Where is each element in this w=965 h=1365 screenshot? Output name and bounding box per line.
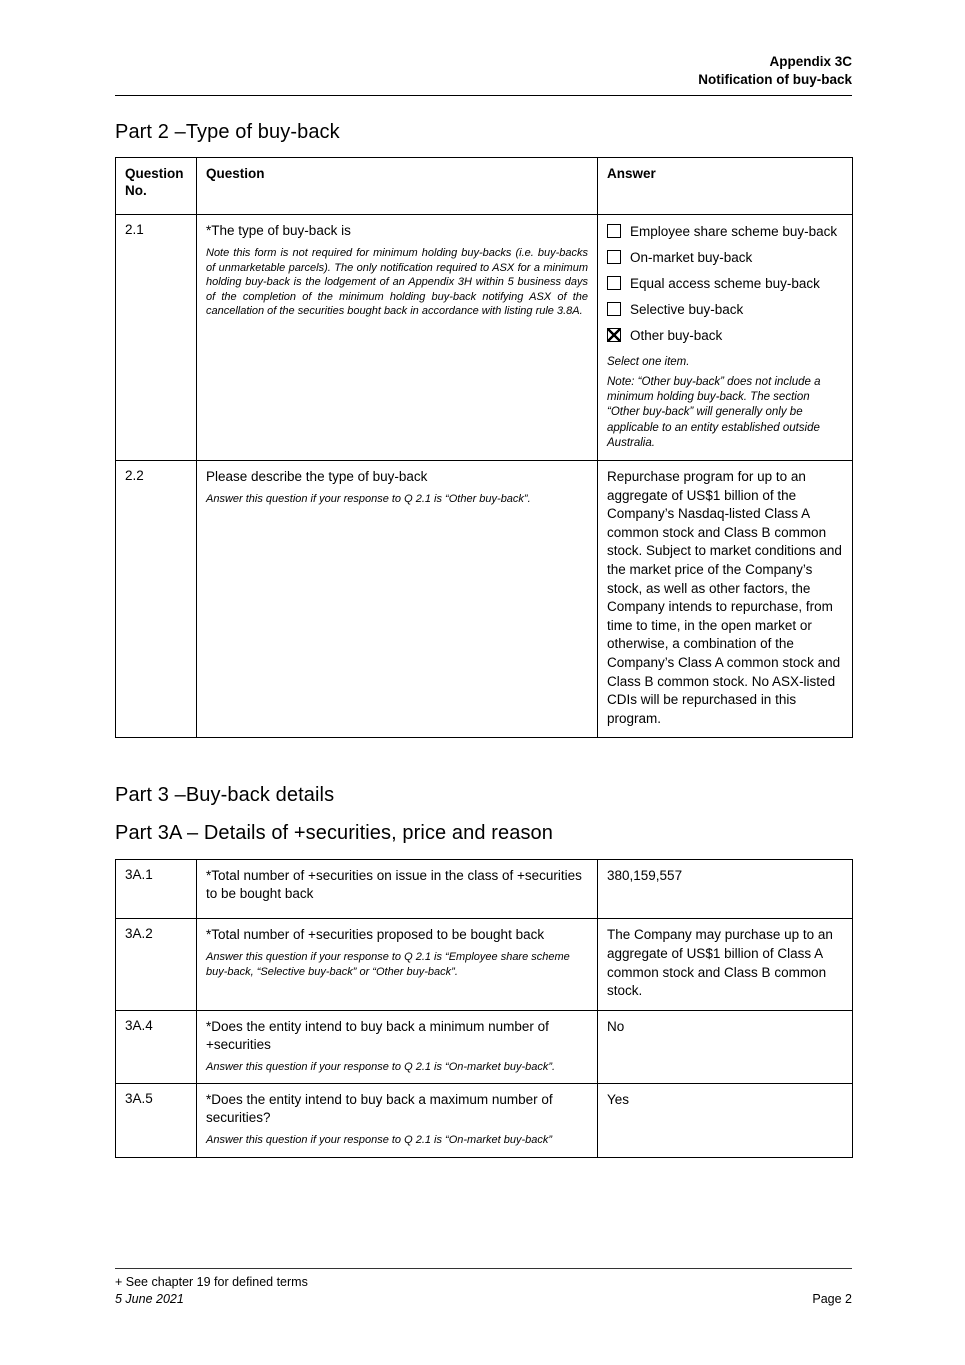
option-equal-access[interactable] <box>607 274 843 293</box>
question-note: Note this form is not required for minimum holding buy-backs (i.e. buy-backs of unmarketable parcels). The only notification required to ASX for a minimum holding buy-back is the lodgement of an Appendix 3H within 5 business days of the completion of the minimum holding buy-back notifying ASX of the cancellation of the securities bought back in accordance with listing rule 3.8A. <box>206 247 588 318</box>
page-footer <box>115 1268 852 1308</box>
option-employee-share-scheme[interactable] <box>607 222 843 241</box>
question-text: *The type of buy-back is <box>206 223 351 238</box>
checkbox-unchecked-icon[interactable] <box>607 224 621 238</box>
answer-cell <box>598 461 853 738</box>
table-header-row <box>116 158 853 215</box>
answer-text: 380,159,557 <box>607 868 683 884</box>
question-text: *Total number of +securities on issue in the class of +securities to be bought back <box>206 868 582 902</box>
header-divider <box>115 95 852 96</box>
question-text: Please describe the type of buy-back <box>206 469 428 485</box>
option-on-market[interactable] <box>607 248 843 267</box>
question-cell <box>197 860 598 919</box>
defined-terms-note: + See chapter 19 for defined terms <box>115 1275 308 1289</box>
part3-title: Part 3 –Buy-back details <box>115 784 335 807</box>
question-note: Answer this question if your response to Q 2.1 is “Employee share scheme buy-back, “Selective buy-back” or “Other buy-back”. <box>206 951 570 978</box>
part2-table <box>115 157 853 738</box>
question-no-cell: 3A.2 <box>116 919 197 1010</box>
table-row-3a-5 <box>116 1084 853 1158</box>
appendix-title: Appendix 3C <box>769 54 852 69</box>
option-label: Equal access scheme buy-back <box>630 276 820 291</box>
footer-date: 5 June 2021 <box>115 1292 184 1306</box>
document-subtitle: Notification of buy-back <box>698 72 852 87</box>
answer-cell <box>598 215 853 461</box>
checkbox-unchecked-icon[interactable] <box>607 250 621 264</box>
question-note: Answer this question if your response to Q 2.1 is “Other buy-back”. <box>206 493 531 506</box>
answer-cell <box>598 1084 853 1158</box>
question-no-cell: 3A.4 <box>116 1010 197 1084</box>
question-text: *Does the entity intend to buy back a minimum number of +securities <box>206 1018 549 1052</box>
question-cell <box>197 215 598 461</box>
option-other[interactable] <box>607 326 843 345</box>
question-text: *Does the entity intend to buy back a maximum number of securities? <box>206 1092 553 1126</box>
answer-text: Repurchase program for up to an aggregate of US$1 billion of the Company’s Nasdaq-listed Class A common stock and Class B common stock. Subject to market conditions and the market price of the Company’s stock, as well as other factors, the Company intends to repurchase, from time to time, in the open market or otherwise, a combination of the Company’s Class A common stock and Class B common stock. No ASX-listed CDIs will be repurchased in this program. <box>607 469 842 726</box>
select-one-note: Select one item. <box>607 356 690 368</box>
table-row-3a-1 <box>116 860 853 919</box>
table-row-3a-2 <box>116 919 853 1010</box>
header-question: Question <box>197 158 598 215</box>
question-no-cell: 3A.1 <box>116 860 197 919</box>
page-number: Page 2 <box>812 1292 852 1306</box>
checkbox-unchecked-icon[interactable] <box>607 302 621 316</box>
answer-cell <box>598 860 853 919</box>
question-cell <box>197 919 598 1010</box>
question-note: Answer this question if your response to Q 2.1 is “On-market buy-back” <box>206 1134 553 1147</box>
question-no-cell: 2.2 <box>116 461 197 738</box>
checkbox-checked-icon[interactable] <box>607 328 621 342</box>
answer-text: The Company may purchase up to an aggregate of US$1 billion of Class A common stock and Class B common stock. <box>607 927 833 999</box>
footer-divider <box>115 1268 852 1269</box>
table-row-2-2 <box>116 461 853 738</box>
question-cell <box>197 461 598 738</box>
question-cell <box>197 1084 598 1158</box>
question-note: Answer this question if your response to Q 2.1 is “On-market buy-back”. <box>206 1060 556 1073</box>
answer-text: Yes <box>607 1092 630 1108</box>
answer-note: Note: “Other buy-back” does not include a minimum holding buy-back. The section “Other buy-back” will generally only be applicable to an entity established outside Australia. <box>607 376 821 449</box>
answer-cell <box>598 1010 853 1084</box>
answer-text: No <box>607 1018 625 1034</box>
part2-title: Part 2 –Type of buy-back <box>115 121 340 143</box>
option-label: On-market buy-back <box>630 250 753 265</box>
part3a-title: Part 3A – Details of +securities, price and reason <box>115 822 554 845</box>
header-answer: Answer <box>598 158 853 215</box>
document-header <box>115 53 852 89</box>
header-question-no: Question No. <box>116 158 197 215</box>
option-label: Employee share scheme buy-back <box>630 224 838 239</box>
part3a-table <box>115 859 853 1158</box>
option-label: Other buy-back <box>630 328 723 343</box>
table-row-3a-4 <box>116 1010 853 1084</box>
question-no-cell: 2.1 <box>116 215 197 461</box>
question-cell <box>197 1010 598 1084</box>
question-text: *Total number of +securities proposed to be bought back <box>206 927 545 943</box>
option-selective[interactable] <box>607 300 843 319</box>
table-row-2-1 <box>116 215 853 461</box>
answer-cell <box>598 919 853 1010</box>
checkbox-unchecked-icon[interactable] <box>607 276 621 290</box>
option-label: Selective buy-back <box>630 302 744 317</box>
question-no-cell: 3A.5 <box>116 1084 197 1158</box>
